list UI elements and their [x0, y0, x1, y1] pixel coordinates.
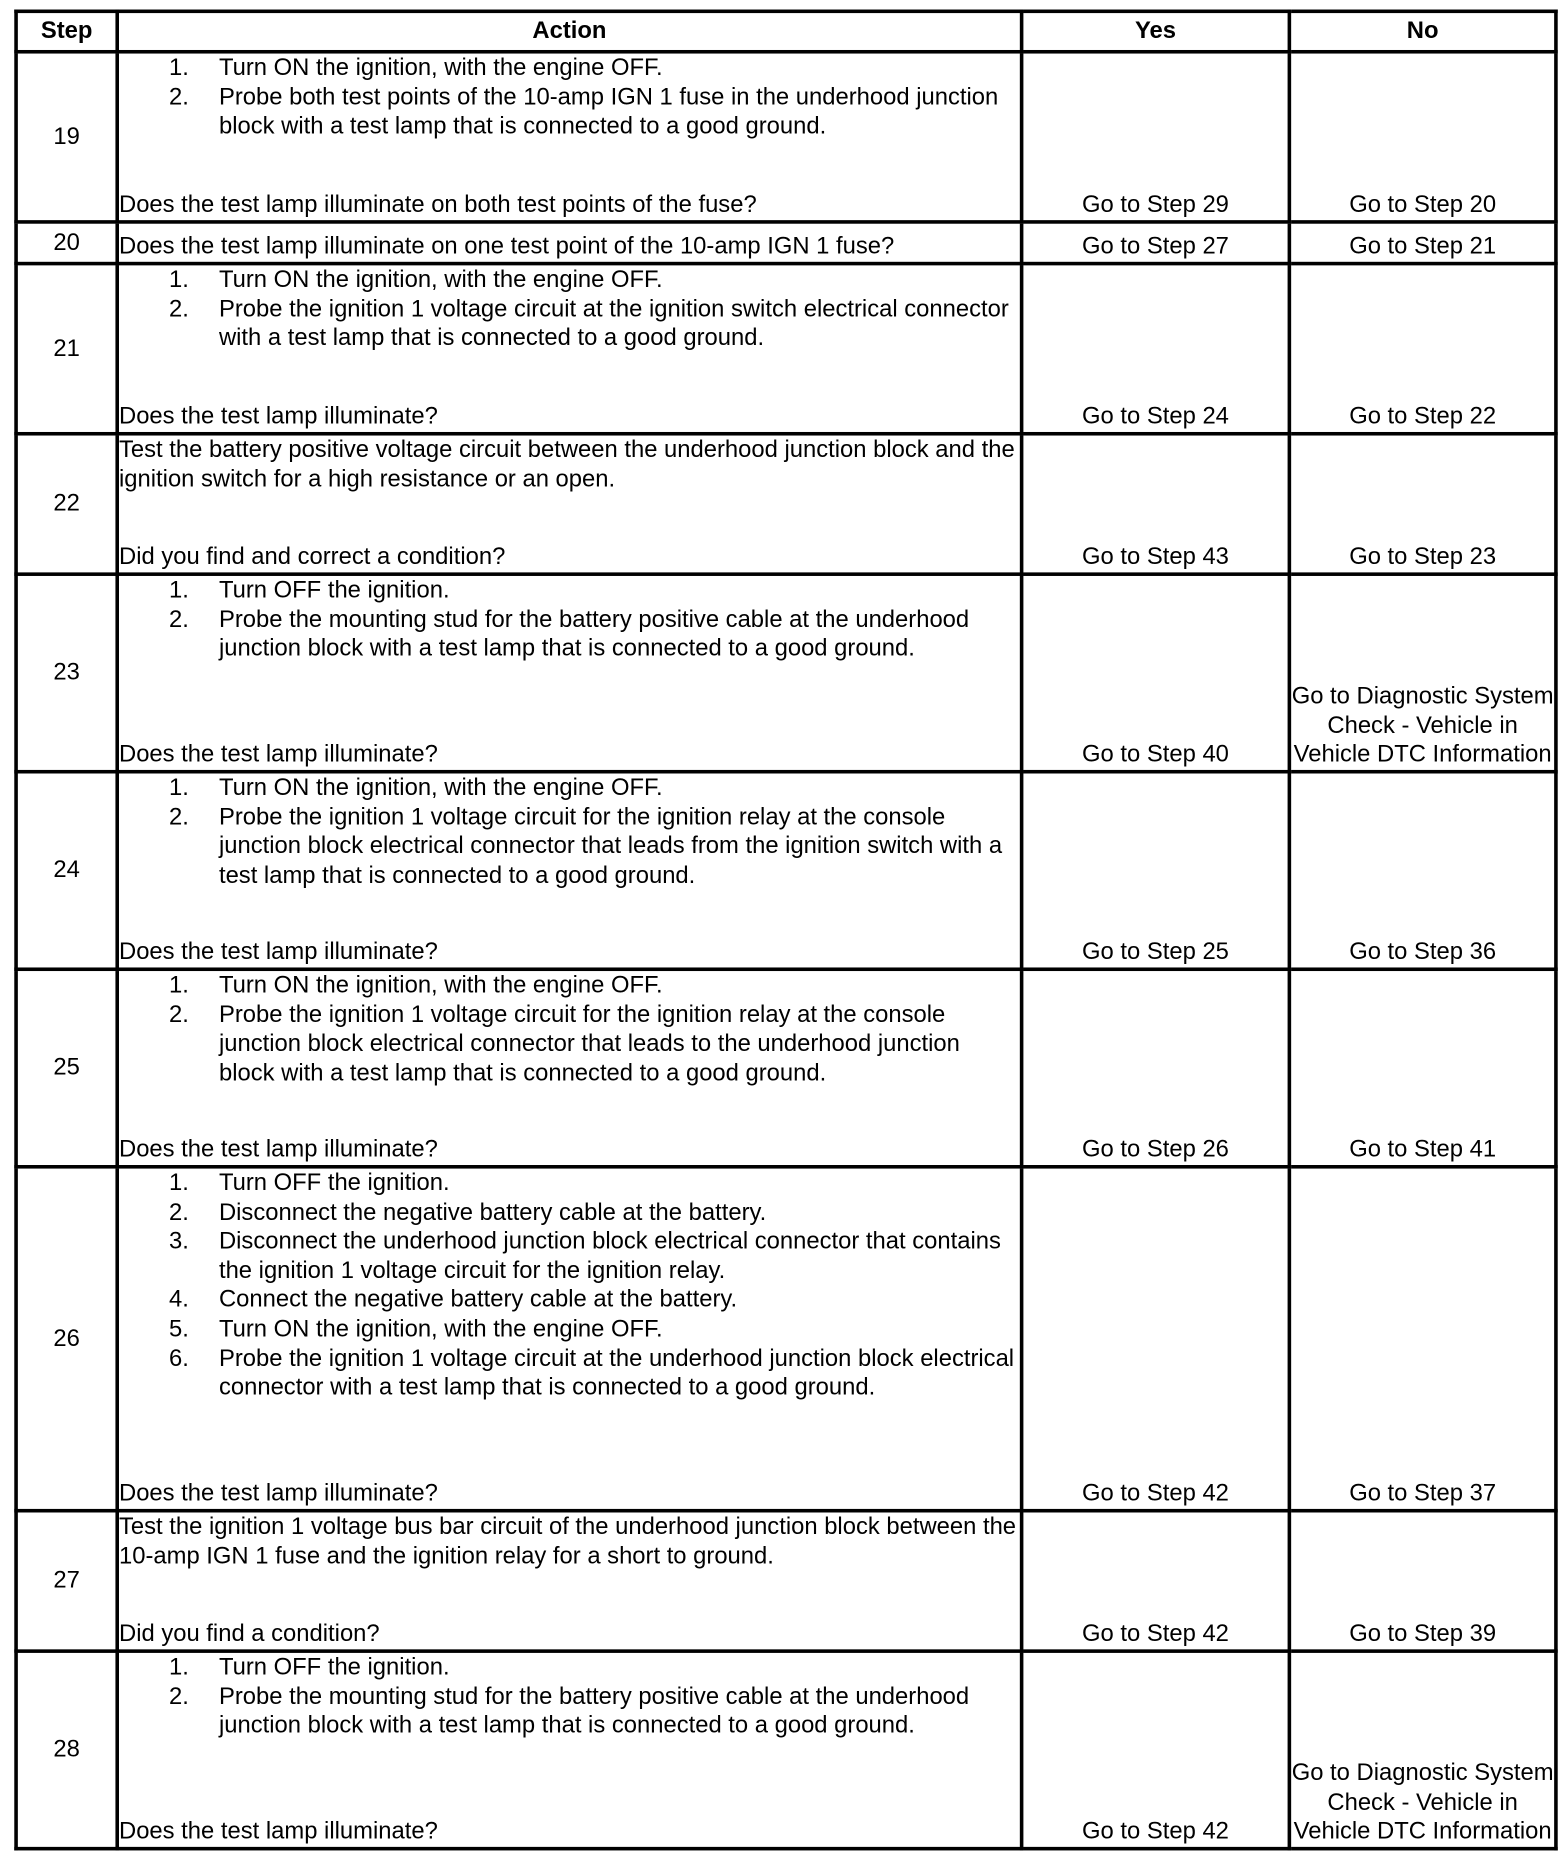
table-row	[16, 222, 1556, 264]
step-number: 23	[16, 574, 117, 772]
procedure-item-number: 2.	[168, 1001, 189, 1028]
action-cell	[117, 222, 1021, 264]
action-question: Does the test lamp illuminate?	[119, 1818, 438, 1845]
procedure-item	[119, 971, 1020, 1000]
procedure-item	[119, 1000, 1020, 1088]
procedure-item	[119, 803, 1020, 891]
step-number: 20	[16, 222, 117, 264]
procedure-item-number: 1.	[168, 54, 189, 81]
procedure-item-text: Probe the ignition 1 voltage circuit for the ignition relay at the console junction block electrical connector that leads to the underhood junction block with a test lamp that is connected to a good ground.	[218, 1001, 960, 1087]
procedure-list	[119, 1653, 1020, 1741]
procedure-item-text: Disconnect the underhood junction block electrical connector that contains the ignition 1 voltage circuit for the ignition relay.	[218, 1228, 1001, 1284]
step-number: 24	[16, 772, 117, 970]
action-question: Did you find a condition?	[119, 1621, 380, 1648]
action-question: Does the test lamp illuminate?	[119, 403, 438, 431]
procedure-item-number: 1.	[168, 1169, 189, 1196]
procedure-item	[119, 1682, 1020, 1741]
action-cell	[117, 574, 1021, 772]
procedure-item	[119, 1286, 1020, 1315]
procedure-item-text: Turn ON the ignition, with the engine OFF.	[218, 1316, 663, 1343]
procedure-item-text: Turn OFF the ignition.	[218, 1169, 450, 1196]
step-number: 26	[16, 1167, 117, 1511]
no-result: Go to Step 36	[1289, 772, 1556, 970]
action-cell	[117, 772, 1021, 970]
action-cell	[117, 264, 1021, 434]
step-number: 22	[16, 434, 117, 574]
action-question: Did you find and correct a condition?	[119, 544, 506, 571]
table-row	[16, 434, 1556, 574]
step-number: 25	[16, 969, 117, 1167]
procedure-item-number: 1.	[168, 774, 189, 801]
header-action: Action	[117, 11, 1021, 51]
no-result: Go to Step 20	[1289, 52, 1556, 222]
yes-result: Go to Step 25	[1022, 772, 1290, 970]
action-question: Does the test lamp illuminate?	[119, 1480, 438, 1508]
procedure-item-text: Connect the negative battery cable at the battery.	[218, 1286, 738, 1314]
procedure-item-text: Turn ON the ignition, with the engine OFF.	[218, 266, 663, 293]
table-row	[16, 264, 1556, 434]
procedure-item	[119, 83, 1020, 142]
yes-result: Go to Step 29	[1022, 52, 1290, 222]
procedure-item-number: 2.	[168, 84, 189, 111]
diagnostic-table	[14, 10, 1557, 1851]
table-row	[16, 772, 1556, 970]
action-description: Test the battery positive voltage circuit between the underhood junction block and the ignition switch for a high resistance or an open.	[119, 436, 1015, 493]
yes-result: Go to Step 40	[1022, 574, 1290, 772]
action-question: Does the test lamp illuminate?	[119, 1136, 438, 1164]
action-description: Test the ignition 1 voltage bus bar circuit of the underhood junction block between the 10-amp IGN 1 fuse and the ignition relay for a short to ground.	[119, 1513, 1017, 1570]
procedure-item-number: 6.	[168, 1345, 189, 1372]
yes-result: Go to Step 43	[1022, 434, 1290, 574]
step-number: 21	[16, 264, 117, 434]
step-number: 27	[16, 1511, 117, 1651]
table-row	[16, 52, 1556, 222]
procedure-item-text: Turn OFF the ignition.	[218, 1654, 450, 1681]
procedure-item	[119, 295, 1020, 354]
procedure-item-number: 2.	[168, 803, 189, 831]
procedure-item-number: 1.	[168, 266, 189, 293]
table-row	[16, 574, 1556, 772]
procedure-list	[119, 774, 1020, 891]
action-cell	[117, 1511, 1021, 1651]
procedure-item-number: 1.	[168, 972, 189, 999]
procedure-item-number: 2.	[168, 1683, 189, 1710]
table-row	[16, 1167, 1556, 1511]
action-cell	[117, 1167, 1021, 1511]
procedure-item	[119, 1169, 1020, 1198]
procedure-item-number: 4.	[168, 1286, 189, 1314]
table-row	[16, 1651, 1556, 1849]
procedure-item-number: 2.	[168, 295, 189, 323]
procedure-item	[119, 1227, 1020, 1286]
procedure-item-number: 1.	[168, 577, 189, 604]
header-no: No	[1289, 11, 1556, 51]
table-header-row	[16, 11, 1556, 51]
procedure-item-text: Turn OFF the ignition.	[218, 577, 450, 604]
procedure-list	[119, 1169, 1020, 1403]
action-question: Does the test lamp illuminate on one test point of the 10-amp IGN 1 fuse?	[119, 233, 895, 260]
procedure-item-text: Disconnect the negative battery cable at the battery.	[218, 1199, 767, 1226]
procedure-item	[119, 1653, 1020, 1682]
procedure-item-number: 2.	[168, 606, 189, 633]
procedure-item-text: Probe the mounting stud for the battery positive cable at the underhood junction block with a test lamp that is connected to a good ground.	[218, 1683, 970, 1739]
action-cell	[117, 52, 1021, 222]
procedure-item	[119, 54, 1020, 83]
procedure-item-text: Turn ON the ignition, with the engine OFF.	[218, 774, 663, 801]
header-step: Step	[16, 11, 117, 51]
procedure-list	[119, 54, 1020, 142]
action-cell	[117, 1651, 1021, 1849]
no-result: Go to Step 39	[1289, 1511, 1556, 1651]
procedure-item-text: Probe both test points of the 10-amp IGN 1 fuse in the underhood junction block with a test lamp that is connected to a good ground.	[218, 84, 999, 140]
no-result: Go to Step 22	[1289, 264, 1556, 434]
procedure-item-text: Probe the ignition 1 voltage circuit at the ignition switch electrical connector with a test lamp that is connected to a good ground.	[218, 295, 1009, 352]
no-result: Go to Diagnostic System Check - Vehicle in Vehicle DTC Information	[1289, 1651, 1556, 1849]
procedure-item	[119, 1315, 1020, 1344]
procedure-item-number: 3.	[168, 1228, 189, 1255]
procedure-item	[119, 1198, 1020, 1227]
procedure-item-text: Probe the ignition 1 voltage circuit at the underhood junction block electrical connector with a test lamp that is connected to a good ground.	[218, 1345, 1015, 1401]
yes-result: Go to Step 26	[1022, 969, 1290, 1167]
step-number: 28	[16, 1651, 117, 1849]
yes-result: Go to Step 42	[1022, 1651, 1290, 1849]
procedure-item-text: Probe the mounting stud for the battery positive cable at the underhood junction block with a test lamp that is connected to a good ground.	[218, 606, 970, 662]
procedure-item	[119, 1344, 1020, 1403]
procedure-item	[119, 774, 1020, 803]
procedure-list	[119, 971, 1020, 1088]
procedure-list	[119, 265, 1020, 353]
action-question: Does the test lamp illuminate?	[119, 741, 438, 769]
no-result: Go to Step 41	[1289, 969, 1556, 1167]
procedure-item-number: 5.	[168, 1316, 189, 1343]
table-row	[16, 969, 1556, 1167]
procedure-item-text: Probe the ignition 1 voltage circuit for the ignition relay at the console junction block electrical connector that leads from the ignition switch with a test lamp that is connected to a good ground.	[218, 803, 1003, 889]
header-yes: Yes	[1022, 11, 1290, 51]
no-result: Go to Step 21	[1289, 222, 1556, 264]
no-result: Go to Diagnostic System Check - Vehicle in Vehicle DTC Information	[1289, 574, 1556, 772]
yes-result: Go to Step 27	[1022, 222, 1290, 264]
step-number: 19	[16, 52, 117, 222]
yes-result: Go to Step 42	[1022, 1511, 1290, 1651]
yes-result: Go to Step 24	[1022, 264, 1290, 434]
procedure-item-text: Turn ON the ignition, with the engine OFF.	[218, 972, 663, 999]
table-row	[16, 1511, 1556, 1651]
procedure-item-text: Turn ON the ignition, with the engine OFF.	[218, 54, 663, 81]
no-result: Go to Step 37	[1289, 1167, 1556, 1511]
procedure-item	[119, 265, 1020, 294]
action-question: Does the test lamp illuminate?	[119, 939, 438, 966]
procedure-item	[119, 576, 1020, 605]
no-result: Go to Step 23	[1289, 434, 1556, 574]
procedure-list	[119, 576, 1020, 664]
procedure-item-number: 1.	[168, 1654, 189, 1681]
action-cell	[117, 434, 1021, 574]
action-cell	[117, 969, 1021, 1167]
procedure-item-number: 2.	[168, 1199, 189, 1226]
procedure-item	[119, 605, 1020, 664]
yes-result: Go to Step 42	[1022, 1167, 1290, 1511]
action-question: Does the test lamp illuminate on both test points of the fuse?	[119, 192, 757, 219]
